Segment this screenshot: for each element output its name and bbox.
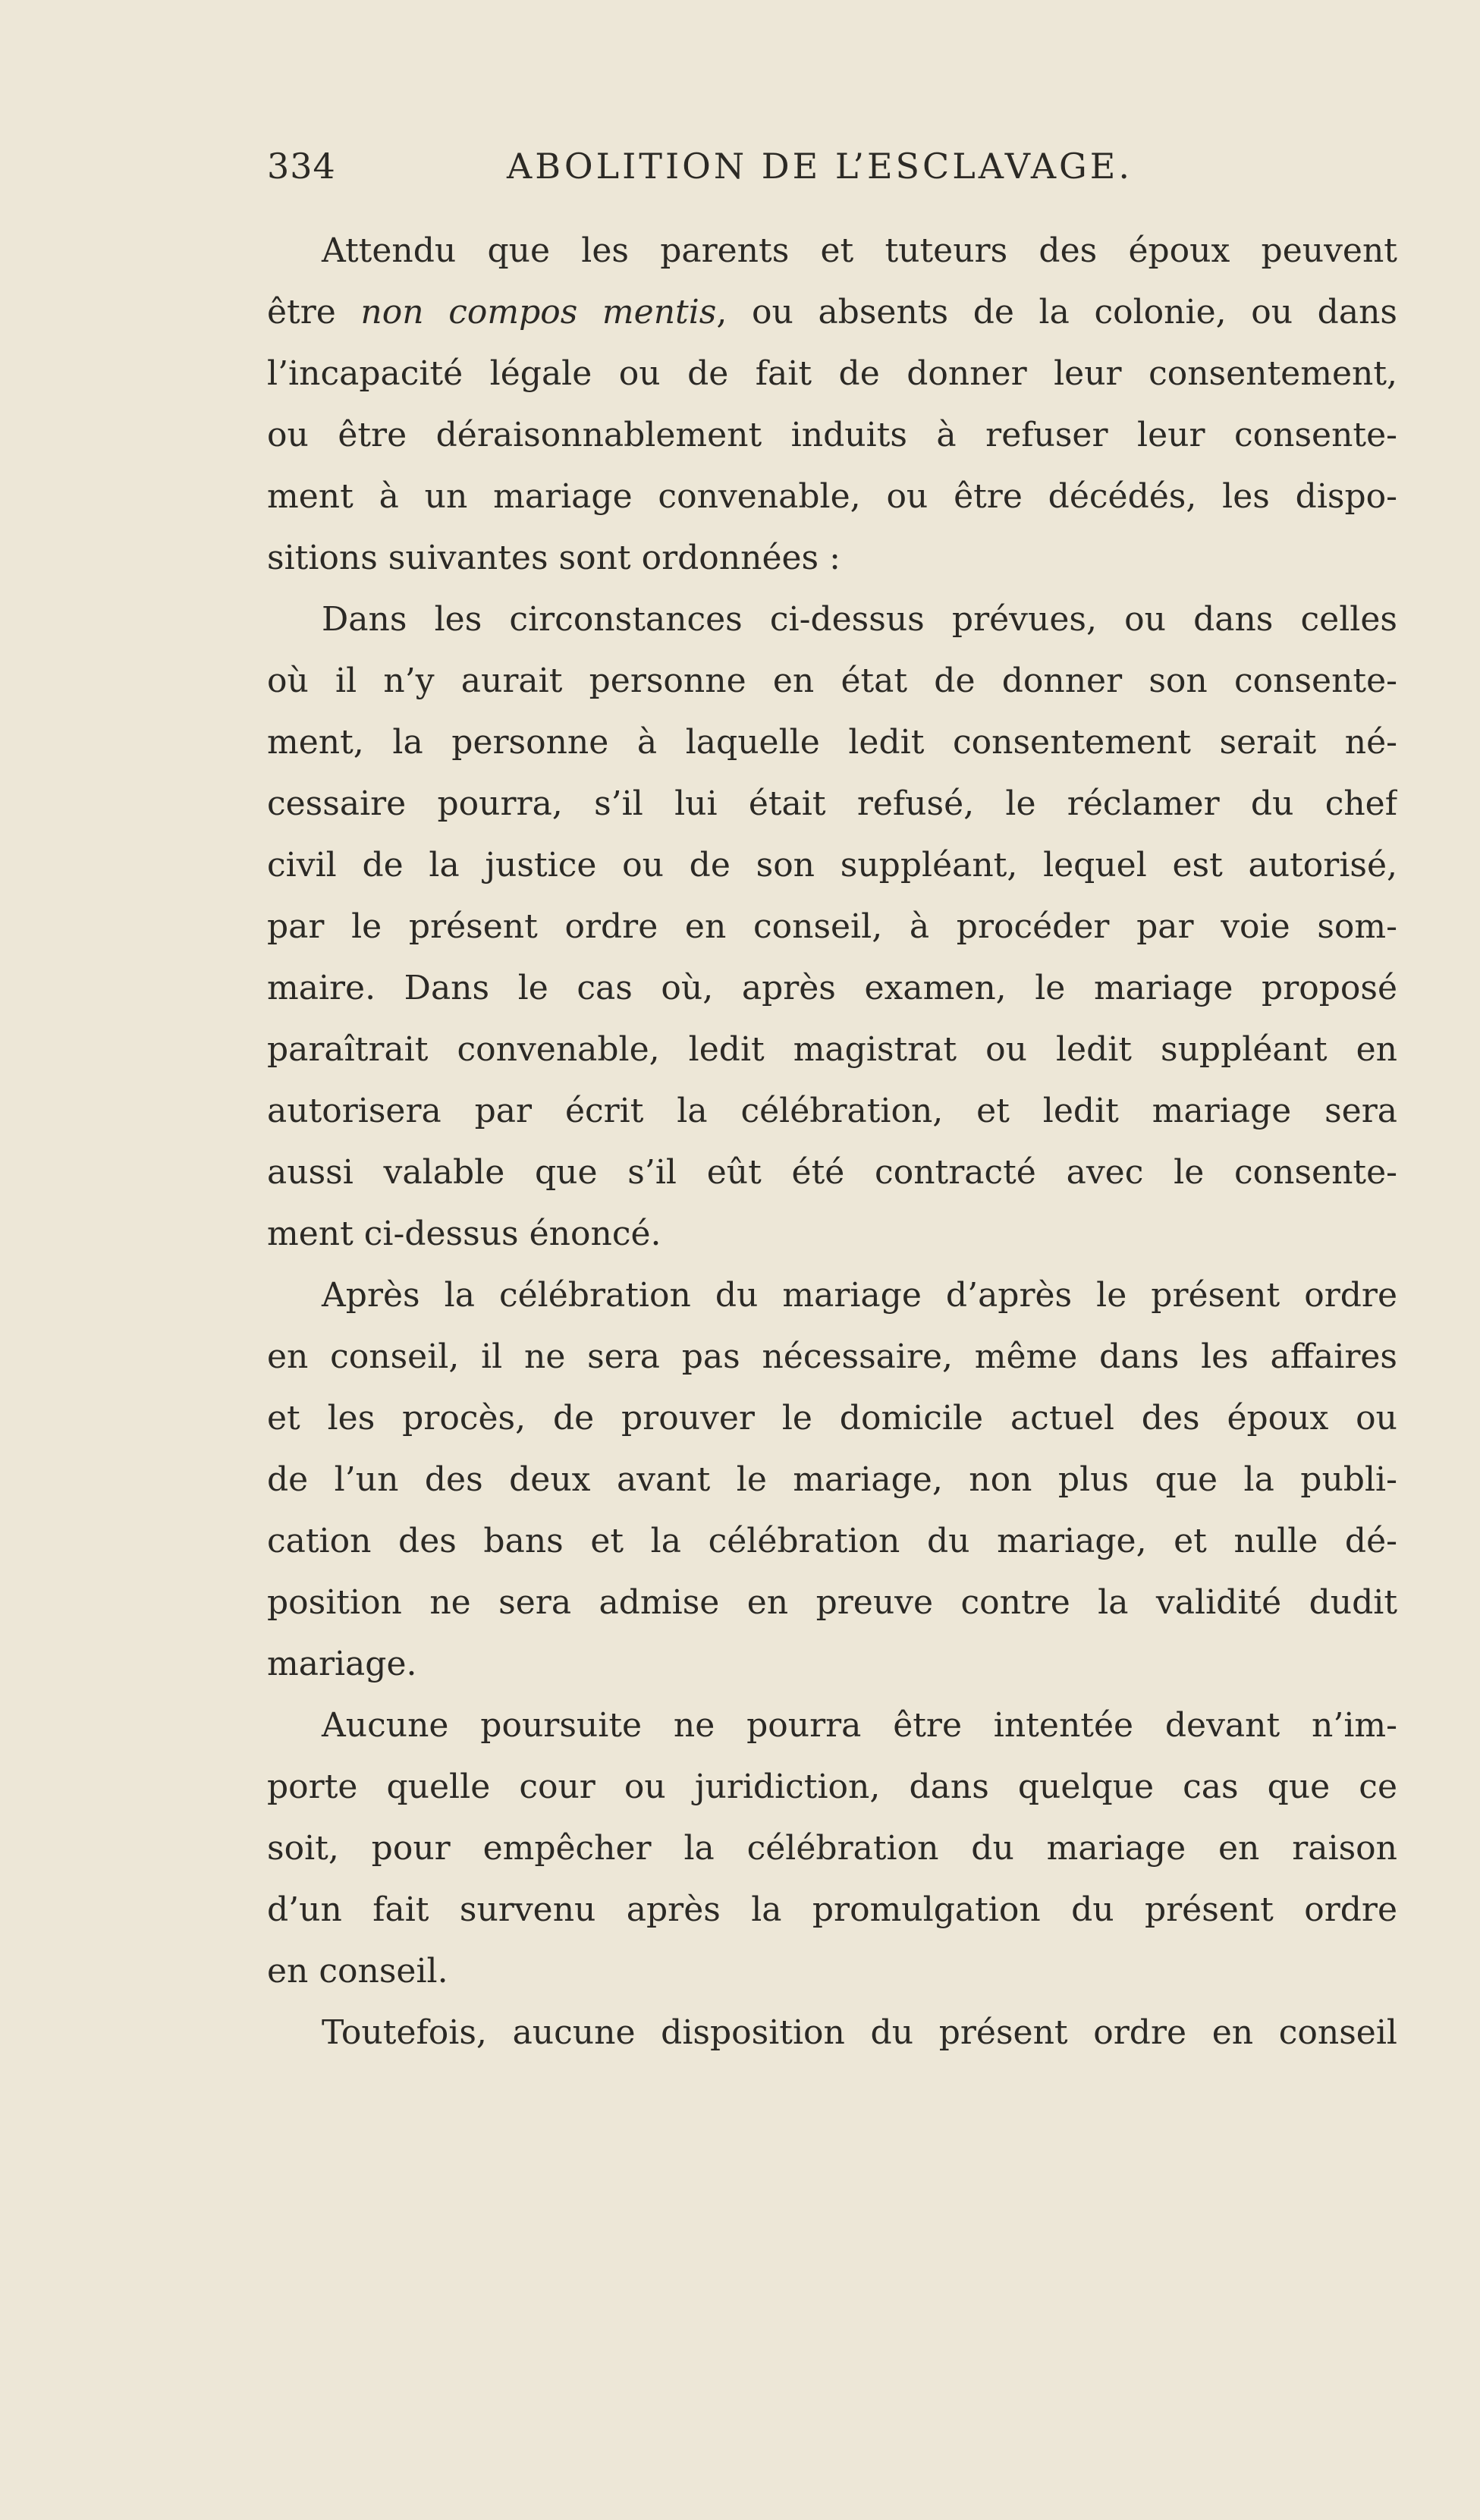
text-line: Toutefois, aucune disposition du présent ordre en conseil [322, 2013, 1397, 2052]
text-line: par le présent ordre en conseil, à procéder par voie som- [267, 907, 1397, 946]
paragraph [267, 589, 1397, 1265]
text-line: ment à un mariage convenable, ou être décédés, les dispo- [267, 477, 1397, 516]
text-line: autorisera par écrit la célébration, et ledit mariage sera [267, 1092, 1397, 1130]
text-line: civil de la justice ou de son suppléant, lequel est autorisé, [267, 846, 1397, 885]
text-line: où il n’y aurait personne en état de donner son consente- [267, 661, 1397, 700]
text-line: aussi valable que s’il eût été contracté avec le consente- [267, 1153, 1397, 1192]
page-header [267, 146, 1405, 214]
text-line: en conseil, il ne sera pas nécessaire, même dans les affaires [267, 1337, 1397, 1376]
text-line: maire. Dans le cas où, après examen, le mariage proposé [267, 969, 1397, 1007]
text-line: cessaire pourra, s’il lui était refusé, le réclamer du chef [267, 784, 1397, 823]
text-line: être non compos mentis, ou absents de la colonie, ou dans [267, 293, 1397, 331]
paragraph [267, 1695, 1397, 2002]
text-line: cation des bans et la célébration du mariage, et nulle dé- [267, 1522, 1397, 1560]
paragraph [267, 2002, 1397, 2063]
body-text [267, 220, 1397, 2063]
text-line: position ne sera admise en preuve contre la validité dudit [267, 1583, 1397, 1622]
page-number: 334 [267, 146, 336, 187]
text-line: Dans les circonstances ci-dessus prévues, ou dans celles [322, 600, 1397, 639]
running-title: ABOLITION DE L’ESCLAVAGE. [507, 146, 1133, 187]
text-line: en conseil. [267, 1952, 448, 1991]
text-line: paraîtrait convenable, ledit magistrat ou ledit suppléant en [267, 1030, 1397, 1069]
paragraph [267, 1265, 1397, 1695]
text-line: porte quelle cour ou juridiction, dans quelque cas que ce [267, 1767, 1397, 1806]
text-line: d’un fait survenu après la promulgation du présent ordre [267, 1890, 1397, 1929]
text-line: Attendu que les parents et tuteurs des époux peuvent [322, 231, 1397, 270]
text-line: soit, pour empêcher la célébration du mariage en raison [267, 1829, 1397, 1868]
text-line: et les procès, de prouver le domicile actuel des époux ou [267, 1399, 1397, 1438]
text-line: ment, la personne à laquelle ledit consentement serait né- [267, 723, 1397, 762]
text-line: mariage. [267, 1645, 417, 1683]
text-line: de l’un des deux avant le mariage, non plus que la publi- [267, 1460, 1397, 1499]
text-line: Après la célébration du mariage d’après le présent ordre [322, 1276, 1397, 1315]
paragraph [267, 220, 1397, 589]
text-line: sitions suivantes sont ordonnées : [267, 539, 841, 577]
text-line: Aucune poursuite ne pourra être intentée devant n’im- [322, 1706, 1397, 1745]
text-line: ou être déraisonnablement induits à refuser leur consente- [267, 416, 1397, 454]
text-line: ment ci-dessus énoncé. [267, 1214, 661, 1253]
text-line: l’incapacité légale ou de fait de donner leur consentement, [267, 354, 1397, 393]
